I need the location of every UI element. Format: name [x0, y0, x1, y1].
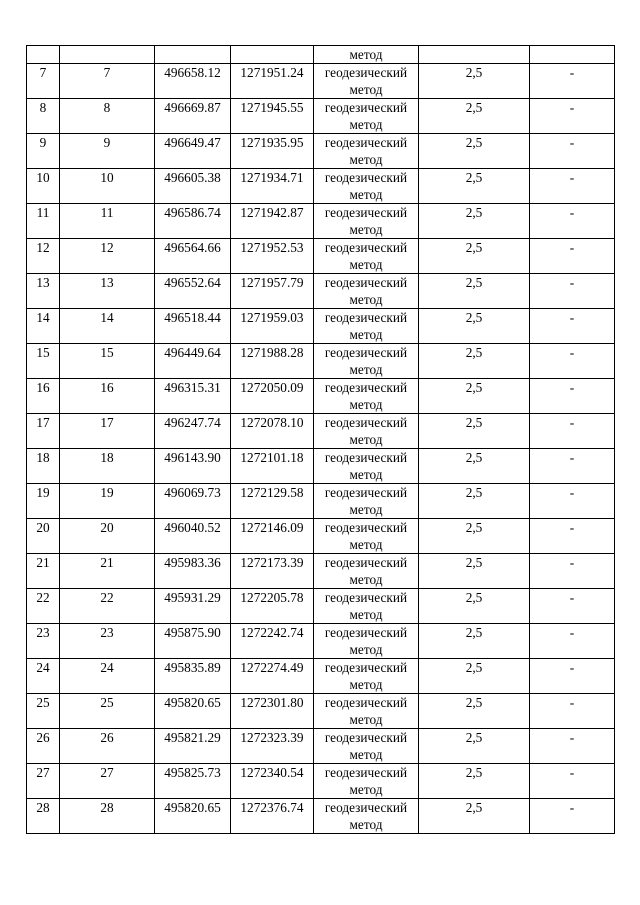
table-row [27, 554, 615, 589]
point-number-cell-2: 27 [60, 764, 155, 799]
method-cell [314, 204, 419, 239]
description-cell: - [530, 99, 615, 134]
accuracy-cell: 2,5 [419, 484, 530, 519]
method-line-1: геодезический [324, 730, 408, 745]
y-coordinate-cell: 1272242.74 [231, 624, 314, 659]
x-coordinate-cell: 496315.31 [155, 379, 231, 414]
y-coordinate-cell: 1271942.87 [231, 204, 314, 239]
accuracy-cell: 2,5 [419, 169, 530, 204]
point-number-cell-2: 21 [60, 554, 155, 589]
method-cell [314, 99, 419, 134]
method-line-1: геодезический [324, 765, 408, 780]
point-number-cell-2: 17 [60, 414, 155, 449]
method-line-1: геодезический [324, 135, 408, 150]
cell-empty [530, 46, 615, 64]
point-number-cell-2: 20 [60, 519, 155, 554]
point-number-cell: 15 [27, 344, 60, 379]
method-line-2: метод [349, 187, 383, 202]
x-coordinate-cell: 495835.89 [155, 659, 231, 694]
point-number-cell-2: 25 [60, 694, 155, 729]
point-number-cell: 20 [27, 519, 60, 554]
point-number-cell: 25 [27, 694, 60, 729]
method-line-2: метод [349, 642, 383, 657]
point-number-cell: 13 [27, 274, 60, 309]
description-cell: - [530, 134, 615, 169]
method-line-2: метод [349, 397, 383, 412]
table-row [27, 414, 615, 449]
point-number-cell-2: 11 [60, 204, 155, 239]
table-row [27, 344, 615, 379]
method-cell [314, 799, 419, 834]
description-cell: - [530, 589, 615, 624]
point-number-cell-2: 26 [60, 729, 155, 764]
method-line-2: метод [349, 537, 383, 552]
description-cell: - [530, 694, 615, 729]
accuracy-cell: 2,5 [419, 99, 530, 134]
x-coordinate-cell: 495983.36 [155, 554, 231, 589]
method-line-2: метод [349, 607, 383, 622]
point-number-cell-2: 12 [60, 239, 155, 274]
description-cell: - [530, 64, 615, 99]
method-line-1: геодезический [324, 520, 408, 535]
method-line-1: геодезический [324, 590, 408, 605]
y-coordinate-cell: 1272129.58 [231, 484, 314, 519]
y-coordinate-cell: 1272146.09 [231, 519, 314, 554]
method-cell [314, 239, 419, 274]
x-coordinate-cell: 496449.64 [155, 344, 231, 379]
table-body [27, 46, 615, 834]
accuracy-cell: 2,5 [419, 204, 530, 239]
point-number-cell: 24 [27, 659, 60, 694]
cell-empty [419, 46, 530, 64]
point-number-cell-2: 22 [60, 589, 155, 624]
point-number-cell-2: 24 [60, 659, 155, 694]
table-row [27, 624, 615, 659]
method-line-1: геодезический [324, 100, 408, 115]
y-coordinate-cell: 1272078.10 [231, 414, 314, 449]
point-number-cell-2: 15 [60, 344, 155, 379]
description-cell: - [530, 309, 615, 344]
description-cell: - [530, 519, 615, 554]
table-row [27, 589, 615, 624]
method-line-1: геодезический [324, 485, 408, 500]
table-row [27, 519, 615, 554]
method-cell [314, 449, 419, 484]
method-line-1: геодезический [324, 345, 408, 360]
point-number-cell-2: 18 [60, 449, 155, 484]
point-number-cell-2: 14 [60, 309, 155, 344]
accuracy-cell: 2,5 [419, 239, 530, 274]
method-line-1: геодезический [324, 380, 408, 395]
accuracy-cell: 2,5 [419, 134, 530, 169]
x-coordinate-cell: 496518.44 [155, 309, 231, 344]
point-number-cell-2: 13 [60, 274, 155, 309]
method-cell [314, 379, 419, 414]
method-cell [314, 274, 419, 309]
description-cell: - [530, 239, 615, 274]
accuracy-cell: 2,5 [419, 309, 530, 344]
method-cell [314, 344, 419, 379]
method-cell-continuation: метод [314, 46, 419, 64]
method-line-1: геодезический [324, 625, 408, 640]
x-coordinate-cell: 496669.87 [155, 99, 231, 134]
method-line-1: геодезический [324, 800, 408, 815]
point-number-cell: 10 [27, 169, 60, 204]
x-coordinate-cell: 495821.29 [155, 729, 231, 764]
point-number-cell: 23 [27, 624, 60, 659]
x-coordinate-cell: 495820.65 [155, 799, 231, 834]
table-row [27, 64, 615, 99]
table-row [27, 694, 615, 729]
x-coordinate-cell: 496247.74 [155, 414, 231, 449]
method-cell [314, 134, 419, 169]
point-number-cell: 14 [27, 309, 60, 344]
method-line-2: метод [349, 502, 383, 517]
method-line-1: геодезический [324, 170, 408, 185]
x-coordinate-cell: 496586.74 [155, 204, 231, 239]
y-coordinate-cell: 1271951.24 [231, 64, 314, 99]
y-coordinate-cell: 1272323.39 [231, 729, 314, 764]
table-row [27, 799, 615, 834]
table-row [27, 449, 615, 484]
method-line-1: геодезический [324, 240, 408, 255]
point-number-cell: 7 [27, 64, 60, 99]
table-row [27, 309, 615, 344]
point-number-cell: 16 [27, 379, 60, 414]
method-line-2: метод [349, 117, 383, 132]
description-cell: - [530, 169, 615, 204]
method-line-1: геодезический [324, 415, 408, 430]
method-cell [314, 64, 419, 99]
point-number-cell: 12 [27, 239, 60, 274]
method-line-2: метод [349, 712, 383, 727]
method-line-1: геодезический [324, 555, 408, 570]
description-cell: - [530, 449, 615, 484]
point-number-cell-2: 8 [60, 99, 155, 134]
method-line-2: метод [349, 677, 383, 692]
x-coordinate-cell: 495875.90 [155, 624, 231, 659]
accuracy-cell: 2,5 [419, 729, 530, 764]
cell-empty [60, 46, 155, 64]
method-cell [314, 519, 419, 554]
x-coordinate-cell: 496658.12 [155, 64, 231, 99]
method-line-2: метод [349, 362, 383, 377]
y-coordinate-cell: 1272173.39 [231, 554, 314, 589]
method-line-2: метод [349, 327, 383, 342]
description-cell: - [530, 379, 615, 414]
method-cell [314, 624, 419, 659]
cell-empty [231, 46, 314, 64]
method-cell [314, 694, 419, 729]
point-number-cell-2: 10 [60, 169, 155, 204]
y-coordinate-cell: 1271935.95 [231, 134, 314, 169]
method-line-2: метод [349, 432, 383, 447]
method-cell [314, 764, 419, 799]
y-coordinate-cell: 1271957.79 [231, 274, 314, 309]
table-row [27, 659, 615, 694]
y-coordinate-cell: 1271952.53 [231, 239, 314, 274]
x-coordinate-cell: 496040.52 [155, 519, 231, 554]
accuracy-cell: 2,5 [419, 764, 530, 799]
method-line-1: геодезический [324, 660, 408, 675]
x-coordinate-cell: 496069.73 [155, 484, 231, 519]
y-coordinate-cell: 1271988.28 [231, 344, 314, 379]
accuracy-cell: 2,5 [419, 64, 530, 99]
method-line-2: метод [349, 817, 383, 832]
description-cell: - [530, 554, 615, 589]
x-coordinate-cell: 496143.90 [155, 449, 231, 484]
point-number-cell: 22 [27, 589, 60, 624]
description-cell: - [530, 799, 615, 834]
table-row [27, 99, 615, 134]
method-line-2: метод [349, 467, 383, 482]
y-coordinate-cell: 1271934.71 [231, 169, 314, 204]
point-number-cell-2: 9 [60, 134, 155, 169]
description-cell: - [530, 484, 615, 519]
accuracy-cell: 2,5 [419, 344, 530, 379]
accuracy-cell: 2,5 [419, 274, 530, 309]
x-coordinate-cell: 495820.65 [155, 694, 231, 729]
description-cell: - [530, 729, 615, 764]
table-row [27, 729, 615, 764]
method-cell [314, 414, 419, 449]
x-coordinate-cell: 495825.73 [155, 764, 231, 799]
accuracy-cell: 2,5 [419, 659, 530, 694]
accuracy-cell: 2,5 [419, 624, 530, 659]
method-cell [314, 659, 419, 694]
x-coordinate-cell: 496605.38 [155, 169, 231, 204]
accuracy-cell: 2,5 [419, 694, 530, 729]
point-number-cell: 28 [27, 799, 60, 834]
y-coordinate-cell: 1272376.74 [231, 799, 314, 834]
point-number-cell: 9 [27, 134, 60, 169]
point-number-cell: 27 [27, 764, 60, 799]
method-line-1: геодезический [324, 65, 408, 80]
x-coordinate-cell: 496564.66 [155, 239, 231, 274]
method-line-2: метод [349, 292, 383, 307]
description-cell: - [530, 204, 615, 239]
method-line-1: геодезический [324, 450, 408, 465]
method-cell [314, 169, 419, 204]
method-line-1: геодезический [324, 310, 408, 325]
point-number-cell: 26 [27, 729, 60, 764]
description-cell: - [530, 274, 615, 309]
y-coordinate-cell: 1271945.55 [231, 99, 314, 134]
point-number-cell-2: 19 [60, 484, 155, 519]
method-cell [314, 554, 419, 589]
accuracy-cell: 2,5 [419, 519, 530, 554]
cell-empty [27, 46, 60, 64]
x-coordinate-cell: 496649.47 [155, 134, 231, 169]
method-line-1: геодезический [324, 205, 408, 220]
x-coordinate-cell: 496552.64 [155, 274, 231, 309]
y-coordinate-cell: 1272205.78 [231, 589, 314, 624]
point-number-cell-2: 7 [60, 64, 155, 99]
accuracy-cell: 2,5 [419, 554, 530, 589]
coordinates-table [26, 45, 615, 834]
y-coordinate-cell: 1272301.80 [231, 694, 314, 729]
accuracy-cell: 2,5 [419, 379, 530, 414]
method-cell [314, 589, 419, 624]
x-coordinate-cell: 495931.29 [155, 589, 231, 624]
accuracy-cell: 2,5 [419, 589, 530, 624]
point-number-cell-2: 16 [60, 379, 155, 414]
y-coordinate-cell: 1272274.49 [231, 659, 314, 694]
y-coordinate-cell: 1272340.54 [231, 764, 314, 799]
method-cell [314, 309, 419, 344]
description-cell: - [530, 659, 615, 694]
description-cell: - [530, 414, 615, 449]
y-coordinate-cell: 1272101.18 [231, 449, 314, 484]
method-line-2: метод [349, 782, 383, 797]
method-line-2: метод [349, 82, 383, 97]
method-line-2: метод [349, 152, 383, 167]
description-cell: - [530, 624, 615, 659]
point-number-cell: 17 [27, 414, 60, 449]
accuracy-cell: 2,5 [419, 449, 530, 484]
point-number-cell: 21 [27, 554, 60, 589]
y-coordinate-cell: 1272050.09 [231, 379, 314, 414]
method-line-2: метод [349, 572, 383, 587]
method-cell [314, 484, 419, 519]
method-cell [314, 729, 419, 764]
table-row [27, 204, 615, 239]
y-coordinate-cell: 1271959.03 [231, 309, 314, 344]
table-row [27, 379, 615, 414]
method-line-1: геодезический [324, 695, 408, 710]
method-line-1: геодезический [324, 275, 408, 290]
continuation-row [27, 46, 615, 64]
point-number-cell: 19 [27, 484, 60, 519]
description-cell: - [530, 344, 615, 379]
table-row [27, 484, 615, 519]
point-number-cell: 11 [27, 204, 60, 239]
table-row [27, 239, 615, 274]
method-line-2: метод [349, 747, 383, 762]
point-number-cell-2: 28 [60, 799, 155, 834]
point-number-cell-2: 23 [60, 624, 155, 659]
point-number-cell: 18 [27, 449, 60, 484]
description-cell: - [530, 764, 615, 799]
table-row [27, 169, 615, 204]
method-line-2: метод [349, 222, 383, 237]
method-line-2: метод [349, 257, 383, 272]
table-row [27, 764, 615, 799]
cell-empty [155, 46, 231, 64]
accuracy-cell: 2,5 [419, 799, 530, 834]
table-row [27, 274, 615, 309]
point-number-cell: 8 [27, 99, 60, 134]
accuracy-cell: 2,5 [419, 414, 530, 449]
table-row [27, 134, 615, 169]
